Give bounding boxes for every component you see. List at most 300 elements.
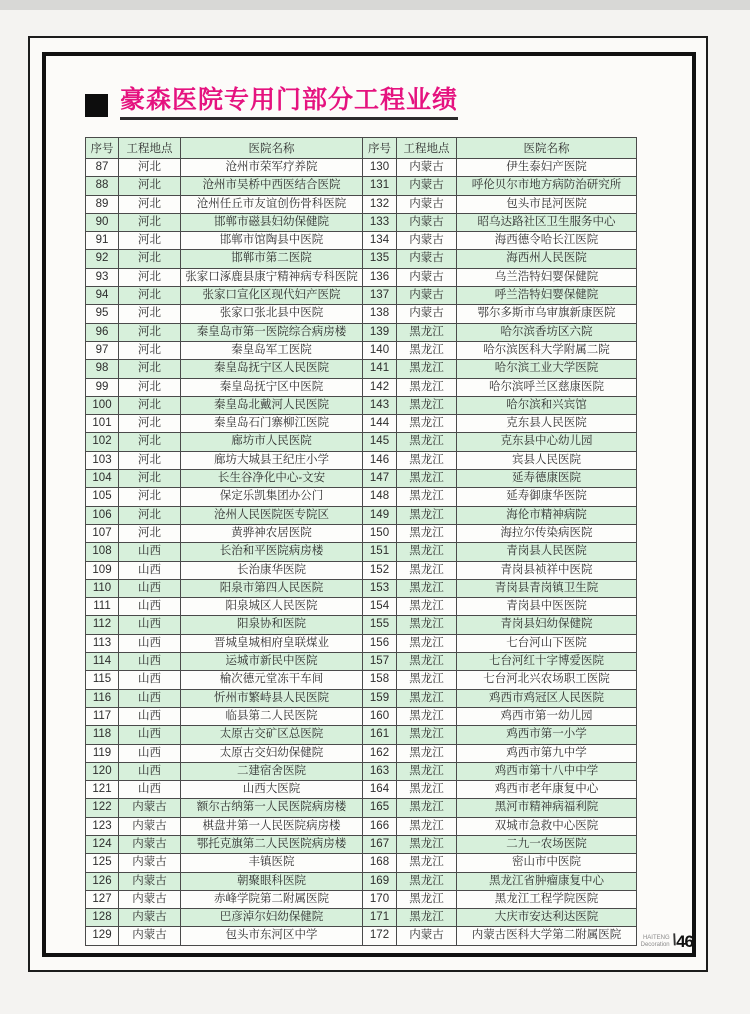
hospital-name-cell: 哈尔滨和兴宾馆: [457, 396, 637, 414]
serial-cell: 125: [86, 854, 119, 872]
location-cell: 内蒙古: [397, 177, 457, 195]
hospital-name-cell: 晋城皇城相府皇联煤业: [181, 634, 363, 652]
table-row: [86, 488, 637, 506]
serial-cell: 144: [363, 415, 397, 433]
hospital-name-cell: 长治和平医院病房楼: [181, 543, 363, 561]
location-cell: 黑龙江: [397, 854, 457, 872]
hospital-name-cell: 哈尔滨香坊区六院: [457, 323, 637, 341]
hospital-name-cell: 包头市昆河医院: [457, 195, 637, 213]
serial-cell: 152: [363, 561, 397, 579]
table-row: [86, 726, 637, 744]
table-row: [86, 268, 637, 286]
table-row: [86, 232, 637, 250]
location-cell: 山西: [119, 689, 181, 707]
serial-cell: 148: [363, 488, 397, 506]
table-row: [86, 506, 637, 524]
hospital-name-cell: 榆次德元堂冻干车间: [181, 671, 363, 689]
location-cell: 河北: [119, 470, 181, 488]
serial-cell: 124: [86, 835, 119, 853]
column-header-2: 医院名称: [181, 138, 363, 159]
serial-cell: 137: [363, 287, 397, 305]
hospital-name-cell: 邯郸市磁县妇幼保健院: [181, 213, 363, 231]
hospital-name-cell: 长生谷净化中心-文安: [181, 470, 363, 488]
location-cell: 内蒙古: [397, 250, 457, 268]
hospital-name-cell: 阳泉协和医院: [181, 616, 363, 634]
serial-cell: 127: [86, 890, 119, 908]
serial-cell: 130: [363, 159, 397, 177]
hospital-name-cell: 七台河北兴农场职工医院: [457, 671, 637, 689]
location-cell: 内蒙古: [397, 305, 457, 323]
table-row: [86, 799, 637, 817]
location-cell: 黑龙江: [397, 415, 457, 433]
serial-cell: 164: [363, 781, 397, 799]
table-row: [86, 909, 637, 927]
location-cell: 黑龙江: [397, 616, 457, 634]
serial-cell: 154: [363, 598, 397, 616]
location-cell: 黑龙江: [397, 470, 457, 488]
serial-cell: 157: [363, 653, 397, 671]
location-cell: 黑龙江: [397, 488, 457, 506]
location-cell: 山西: [119, 634, 181, 652]
table-row: [86, 616, 637, 634]
hospital-name-cell: 七台河红十字博爱医院: [457, 653, 637, 671]
serial-cell: 142: [363, 378, 397, 396]
location-cell: 黑龙江: [397, 378, 457, 396]
page-footer-mark: [615, 930, 693, 954]
hospital-name-cell: 克东县人民医院: [457, 415, 637, 433]
column-header-0: 序号: [86, 138, 119, 159]
location-cell: 内蒙古: [119, 909, 181, 927]
hospital-name-cell: 沧州人民医院医专院区: [181, 506, 363, 524]
hospital-name-cell: 青岗县祯祥中医院: [457, 561, 637, 579]
table-row: [86, 470, 637, 488]
table-row: [86, 177, 637, 195]
serial-cell: 145: [363, 433, 397, 451]
hospital-name-cell: 黑龙江工程学院医院: [457, 890, 637, 908]
table-row: [86, 195, 637, 213]
location-cell: 山西: [119, 616, 181, 634]
location-cell: 河北: [119, 305, 181, 323]
serial-cell: 172: [363, 927, 397, 945]
location-cell: 内蒙古: [119, 835, 181, 853]
hospital-name-cell: 黑河市精神病福利院: [457, 799, 637, 817]
location-cell: 山西: [119, 653, 181, 671]
location-cell: 黑龙江: [397, 579, 457, 597]
location-cell: 河北: [119, 287, 181, 305]
serial-cell: 95: [86, 305, 119, 323]
serial-cell: 92: [86, 250, 119, 268]
serial-cell: 141: [363, 360, 397, 378]
table-row: [86, 415, 637, 433]
serial-cell: 108: [86, 543, 119, 561]
table-row: [86, 707, 637, 725]
column-header-1: 工程地点: [119, 138, 181, 159]
serial-cell: 143: [363, 396, 397, 414]
hospital-name-cell: 太原古交妇幼保健院: [181, 744, 363, 762]
serial-cell: 118: [86, 726, 119, 744]
location-cell: 黑龙江: [397, 835, 457, 853]
location-cell: 山西: [119, 543, 181, 561]
location-cell: 黑龙江: [397, 671, 457, 689]
serial-cell: 149: [363, 506, 397, 524]
table-row: [86, 854, 637, 872]
table-row: [86, 890, 637, 908]
hospital-name-cell: 鸡西市第九中学: [457, 744, 637, 762]
hospital-name-cell: 双城市急救中心医院: [457, 817, 637, 835]
hospital-name-cell: 延寿御康华医院: [457, 488, 637, 506]
table-row: [86, 817, 637, 835]
serial-cell: 163: [363, 762, 397, 780]
location-cell: 内蒙古: [397, 287, 457, 305]
table-row: [86, 689, 637, 707]
serial-cell: 169: [363, 872, 397, 890]
serial-cell: 146: [363, 451, 397, 469]
table-row: [86, 524, 637, 542]
serial-cell: 167: [363, 835, 397, 853]
serial-cell: 153: [363, 579, 397, 597]
serial-cell: 106: [86, 506, 119, 524]
location-cell: 山西: [119, 671, 181, 689]
serial-cell: 115: [86, 671, 119, 689]
serial-cell: 103: [86, 451, 119, 469]
hospital-name-cell: 鄂尔多斯市乌审旗新康医院: [457, 305, 637, 323]
table-row: [86, 250, 637, 268]
serial-cell: 139: [363, 323, 397, 341]
hospital-name-cell: 山西大医院: [181, 781, 363, 799]
location-cell: 河北: [119, 268, 181, 286]
hospital-name-cell: 海伦市精神病院: [457, 506, 637, 524]
location-cell: 河北: [119, 488, 181, 506]
serial-cell: 159: [363, 689, 397, 707]
serial-cell: 129: [86, 927, 119, 945]
serial-cell: 162: [363, 744, 397, 762]
table-row: [86, 305, 637, 323]
location-cell: 山西: [119, 781, 181, 799]
location-cell: 内蒙古: [119, 799, 181, 817]
location-cell: 黑龙江: [397, 817, 457, 835]
location-cell: 黑龙江: [397, 341, 457, 359]
brand-slash: \: [670, 932, 678, 949]
serial-cell: 147: [363, 470, 397, 488]
location-cell: 山西: [119, 762, 181, 780]
serial-cell: 132: [363, 195, 397, 213]
table-row: [86, 341, 637, 359]
hospital-name-cell: 昭乌达路社区卫生服务中心: [457, 213, 637, 231]
column-header-4: 工程地点: [397, 138, 457, 159]
hospital-name-cell: 大庆市安达利达医院: [457, 909, 637, 927]
table-row: [86, 378, 637, 396]
location-cell: 黑龙江: [397, 323, 457, 341]
location-cell: 黑龙江: [397, 451, 457, 469]
hospital-name-cell: 沧州任丘市友谊创伤骨科医院: [181, 195, 363, 213]
table-row: [86, 872, 637, 890]
location-cell: 黑龙江: [397, 598, 457, 616]
location-cell: 内蒙古: [397, 195, 457, 213]
serial-cell: 102: [86, 433, 119, 451]
location-cell: 河北: [119, 451, 181, 469]
table-header-row: [86, 138, 637, 159]
serial-cell: 112: [86, 616, 119, 634]
column-header-5: 医院名称: [457, 138, 637, 159]
hospital-name-cell: 二九一农场医院: [457, 835, 637, 853]
hospital-name-cell: 鸡西市第一幼儿园: [457, 707, 637, 725]
brand-line1: HAITENG: [642, 935, 670, 941]
location-cell: 黑龙江: [397, 543, 457, 561]
page-number: 46: [676, 932, 693, 951]
serial-cell: 97: [86, 341, 119, 359]
hospital-name-cell: 克东县中心幼儿园: [457, 433, 637, 451]
serial-cell: 91: [86, 232, 119, 250]
hospital-name-cell: 海拉尔传染病医院: [457, 524, 637, 542]
table-body: [86, 159, 637, 946]
location-cell: 内蒙古: [397, 268, 457, 286]
hospital-name-cell: 鸡西市第一小学: [457, 726, 637, 744]
serial-cell: 156: [363, 634, 397, 652]
location-cell: 黑龙江: [397, 396, 457, 414]
hospital-name-cell: 鄂托克旗第二人民医院病房楼: [181, 835, 363, 853]
location-cell: 黑龙江: [397, 634, 457, 652]
hospital-name-cell: 包头市东河区中学: [181, 927, 363, 945]
hospital-name-cell: 黑龙江省肿瘤康复中心: [457, 872, 637, 890]
serial-cell: 119: [86, 744, 119, 762]
serial-cell: 155: [363, 616, 397, 634]
hospital-name-cell: 鸡西市老年康复中心: [457, 781, 637, 799]
hospital-name-cell: 秦皇岛军工医院: [181, 341, 363, 359]
hospital-name-cell: 额尔古纳第一人民医院病房楼: [181, 799, 363, 817]
hospital-name-cell: 呼伦贝尔市地方病防治研究所: [457, 177, 637, 195]
serial-cell: 114: [86, 653, 119, 671]
hospital-name-cell: 秦皇岛石门寨柳江医院: [181, 415, 363, 433]
serial-cell: 98: [86, 360, 119, 378]
location-cell: 黑龙江: [397, 360, 457, 378]
hospital-name-cell: 朝聚眼科医院: [181, 872, 363, 890]
table-row: [86, 159, 637, 177]
serial-cell: 138: [363, 305, 397, 323]
hospital-name-cell: 哈尔滨呼兰区慈康医院: [457, 378, 637, 396]
hospital-name-cell: 张家口涿鹿县康宁精神病专科医院: [181, 268, 363, 286]
location-cell: 内蒙古: [119, 872, 181, 890]
table-row: [86, 781, 637, 799]
hospital-name-cell: 哈尔滨医科大学附属二院: [457, 341, 637, 359]
hospital-name-cell: 太原古交矿区总医院: [181, 726, 363, 744]
hospital-name-cell: 鸡西市鸡冠区人民医院: [457, 689, 637, 707]
serial-cell: 122: [86, 799, 119, 817]
brand-line2: Decoration: [640, 942, 670, 948]
serial-cell: 160: [363, 707, 397, 725]
serial-cell: 128: [86, 909, 119, 927]
hospital-name-cell: 邯郸市第二医院: [181, 250, 363, 268]
serial-cell: 120: [86, 762, 119, 780]
hospital-name-cell: 哈尔滨工业大学医院: [457, 360, 637, 378]
location-cell: 河北: [119, 159, 181, 177]
hospital-name-cell: 乌兰浩特妇婴保健院: [457, 268, 637, 286]
hospital-name-cell: 巴彦淖尔妇幼保健院: [181, 909, 363, 927]
serial-cell: 136: [363, 268, 397, 286]
hospital-name-cell: 内蒙古医科大学第二附属医院: [457, 927, 637, 945]
table-row: [86, 835, 637, 853]
location-cell: 黑龙江: [397, 799, 457, 817]
brand-mark: [641, 935, 670, 949]
table-row: [86, 561, 637, 579]
location-cell: 河北: [119, 250, 181, 268]
hospital-name-cell: 伊生泰妇产医院: [457, 159, 637, 177]
hospital-name-cell: 临县第二人民医院: [181, 707, 363, 725]
serial-cell: 87: [86, 159, 119, 177]
hospital-name-cell: 沧州市荣军疗养院: [181, 159, 363, 177]
location-cell: 黑龙江: [397, 890, 457, 908]
serial-cell: 105: [86, 488, 119, 506]
hospital-name-cell: 宾县人民医院: [457, 451, 637, 469]
serial-cell: 113: [86, 634, 119, 652]
location-cell: 山西: [119, 726, 181, 744]
table-row: [86, 671, 637, 689]
serial-cell: 94: [86, 287, 119, 305]
location-cell: 山西: [119, 579, 181, 597]
hospital-name-cell: 忻州市繁峙县人民医院: [181, 689, 363, 707]
serial-cell: 171: [363, 909, 397, 927]
serial-cell: 90: [86, 213, 119, 231]
hospital-name-cell: 邯郸市馆陶县中医院: [181, 232, 363, 250]
serial-cell: 161: [363, 726, 397, 744]
serial-cell: 158: [363, 671, 397, 689]
hospital-name-cell: 秦皇岛北戴河人民医院: [181, 396, 363, 414]
location-cell: 河北: [119, 360, 181, 378]
hospital-name-cell: 青岗县青岗镇卫生院: [457, 579, 637, 597]
hospital-name-cell: 保定乐凯集团办公门: [181, 488, 363, 506]
hospital-name-cell: 阳泉市第四人民医院: [181, 579, 363, 597]
location-cell: 河北: [119, 177, 181, 195]
project-performance-table: [85, 137, 637, 946]
title-bullet-square: [85, 94, 108, 117]
page-title: 豪森医院专用门部分工程业绩: [120, 86, 458, 120]
location-cell: 河北: [119, 323, 181, 341]
serial-cell: 104: [86, 470, 119, 488]
hospital-name-cell: 棋盘井第一人民医院病房楼: [181, 817, 363, 835]
serial-cell: 110: [86, 579, 119, 597]
serial-cell: 170: [363, 890, 397, 908]
location-cell: 内蒙古: [119, 817, 181, 835]
hospital-name-cell: 长治康华医院: [181, 561, 363, 579]
serial-cell: 121: [86, 781, 119, 799]
hospital-name-cell: 廊坊市人民医院: [181, 433, 363, 451]
hospital-name-cell: 阳泉城区人民医院: [181, 598, 363, 616]
location-cell: 河北: [119, 378, 181, 396]
serial-cell: 134: [363, 232, 397, 250]
hospital-name-cell: 海西德令哈长江医院: [457, 232, 637, 250]
location-cell: 山西: [119, 561, 181, 579]
table-row: [86, 653, 637, 671]
hospital-name-cell: 海西州人民医院: [457, 250, 637, 268]
location-cell: 山西: [119, 744, 181, 762]
location-cell: 河北: [119, 524, 181, 542]
hospital-name-cell: 七台河山下医院: [457, 634, 637, 652]
serial-cell: 88: [86, 177, 119, 195]
column-header-3: 序号: [363, 138, 397, 159]
location-cell: 黑龙江: [397, 744, 457, 762]
table-row: [86, 543, 637, 561]
serial-cell: 89: [86, 195, 119, 213]
table-row: [86, 744, 637, 762]
location-cell: 黑龙江: [397, 653, 457, 671]
hospital-name-cell: 丰镇医院: [181, 854, 363, 872]
table-row: [86, 598, 637, 616]
table-row: [86, 927, 637, 945]
location-cell: 河北: [119, 341, 181, 359]
hospital-name-cell: 延寿德康医院: [457, 470, 637, 488]
hospital-name-cell: 青岗县妇幼保健院: [457, 616, 637, 634]
location-cell: 黑龙江: [397, 762, 457, 780]
table-row: [86, 634, 637, 652]
serial-cell: 100: [86, 396, 119, 414]
location-cell: 内蒙古: [119, 890, 181, 908]
serial-cell: 140: [363, 341, 397, 359]
hospital-name-cell: 青岗县中医医院: [457, 598, 637, 616]
serial-cell: 151: [363, 543, 397, 561]
location-cell: 黑龙江: [397, 524, 457, 542]
serial-cell: 96: [86, 323, 119, 341]
serial-cell: 135: [363, 250, 397, 268]
hospital-name-cell: 密山市中医院: [457, 854, 637, 872]
table-row: [86, 323, 637, 341]
serial-cell: 168: [363, 854, 397, 872]
table-row: [86, 360, 637, 378]
hospital-name-cell: 廊坊大城县王纪庄小学: [181, 451, 363, 469]
serial-cell: 117: [86, 707, 119, 725]
hospital-name-cell: 张家口宣化区现代妇产医院: [181, 287, 363, 305]
serial-cell: 150: [363, 524, 397, 542]
table-row: [86, 287, 637, 305]
hospital-name-cell: 秦皇岛市第一医院综合病房楼: [181, 323, 363, 341]
serial-cell: 109: [86, 561, 119, 579]
location-cell: 黑龙江: [397, 909, 457, 927]
location-cell: 河北: [119, 213, 181, 231]
hospital-name-cell: 运城市新民中医院: [181, 653, 363, 671]
title-block: [85, 86, 645, 122]
hospital-name-cell: 鸡西市第十八中中学: [457, 762, 637, 780]
location-cell: 黑龙江: [397, 561, 457, 579]
serial-cell: 93: [86, 268, 119, 286]
location-cell: 黑龙江: [397, 872, 457, 890]
serial-cell: 126: [86, 872, 119, 890]
serial-cell: 116: [86, 689, 119, 707]
table-row: [86, 579, 637, 597]
table-row: [86, 451, 637, 469]
serial-cell: 101: [86, 415, 119, 433]
location-cell: 山西: [119, 598, 181, 616]
hospital-name-cell: 秦皇岛抚宁区人民医院: [181, 360, 363, 378]
location-cell: 河北: [119, 415, 181, 433]
hospital-name-cell: 二建宿舍医院: [181, 762, 363, 780]
serial-cell: 165: [363, 799, 397, 817]
location-cell: 河北: [119, 195, 181, 213]
table-row: [86, 762, 637, 780]
table-row: [86, 396, 637, 414]
location-cell: 内蒙古: [397, 159, 457, 177]
serial-cell: 131: [363, 177, 397, 195]
location-cell: 内蒙古: [119, 927, 181, 945]
hospital-name-cell: 赤峰学院第二附属医院: [181, 890, 363, 908]
hospital-name-cell: 沧州市吴桥中西医结合医院: [181, 177, 363, 195]
serial-cell: 133: [363, 213, 397, 231]
location-cell: 河北: [119, 433, 181, 451]
location-cell: 河北: [119, 232, 181, 250]
serial-cell: 107: [86, 524, 119, 542]
location-cell: 黑龙江: [397, 433, 457, 451]
hospital-name-cell: 青岗县人民医院: [457, 543, 637, 561]
location-cell: 黑龙江: [397, 781, 457, 799]
serial-cell: 166: [363, 817, 397, 835]
location-cell: 河北: [119, 396, 181, 414]
